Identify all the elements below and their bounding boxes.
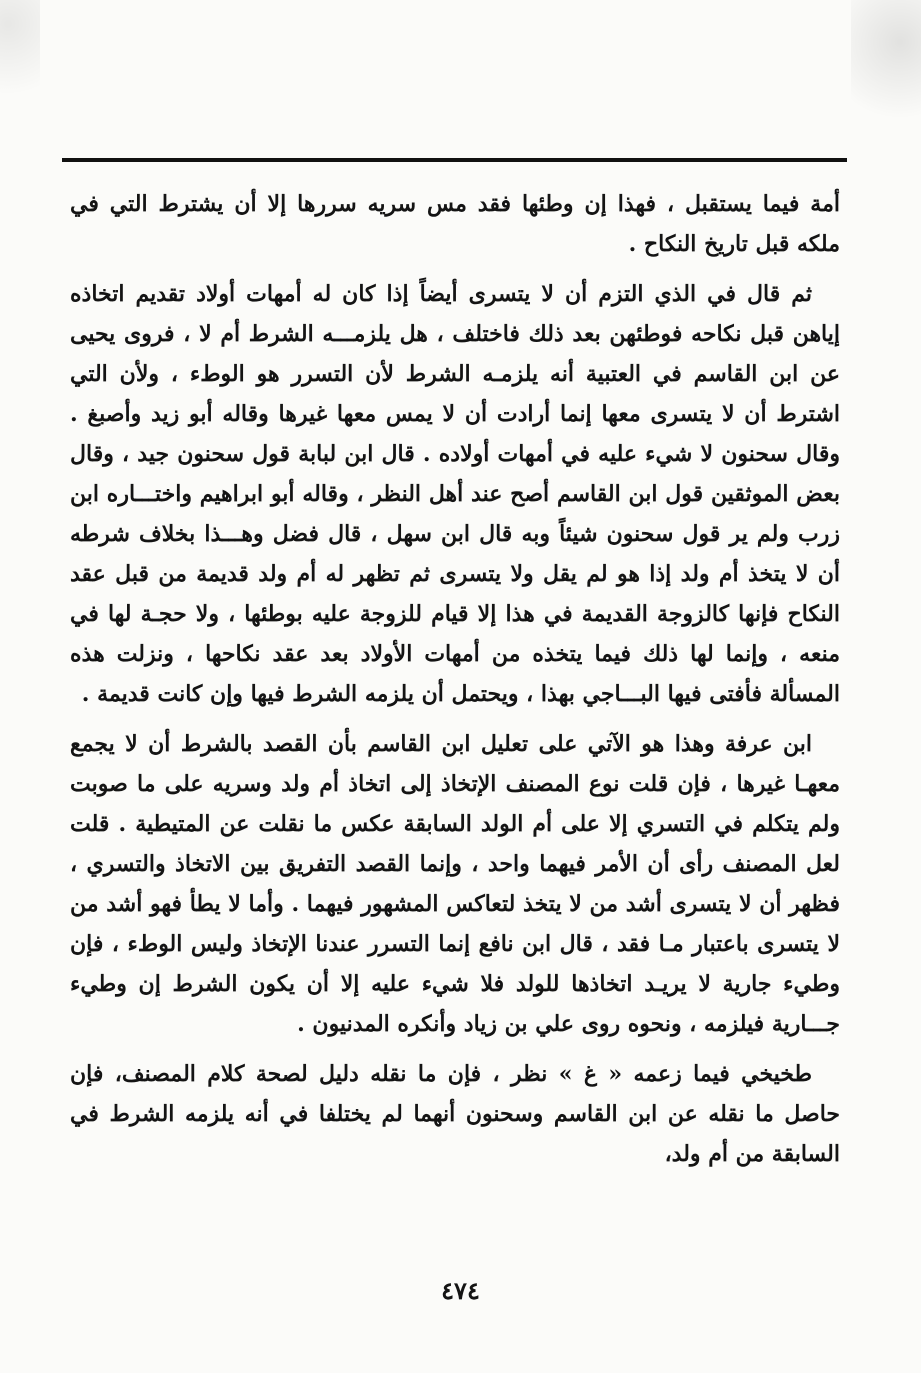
paragraph-1: أمة فيما يستقبل ، فهذا إن وطئها فقد مس سريه سررها إلا أن يشترط التي في ملكه قبل تاريخ النكاح .	[70, 191, 840, 257]
paragraph-2: ثم قال في الذي التزم أن لا يتسرى أيضاً إذا كان له أمهات أولاد تقديم اتخاذه إياهن قبل نكاحه فوطئهن بعد ذلك فاختلف ، هل يلزمـــه الشرط أم لا ، فروى يحيى عن ابن القاسم في العتبية أنه يلزمـه الشرط لأن التسرر هو الوطء ، ولأن التي اشترط أن لا يتسرى معها إنما أرادت أن لا يمس معها غيرها وقاله أبو زيد وأصبغ . وقال سحنون لا شيء عليه في أمهات أولاده . قال ابن لبابة قول سحنون جيد ، وقال بعض الموثقين قول ابن القاسم أصح عند أهل النظر ، وقاله أبو ابراهيم واختـــاره ابن زرب ولم ير قول سحنون شيئاً وبه قال ابن سهل ، قال فضل وهـــذا بخلاف شرطه أن لا يتخذ أم ولد إذا هو لم يقل ولا يتسرى ثم تظهر له أم ولد قديمة من قبل عقد النكاح فإنها كالزوجة القديمة في هذا إلا قيام للزوجة عليه بوطئها ، ولا حجـة لها في منعه ، وإنما لها ذلك فيما يتخذه من أمهات الأولاد بعد عقد نكاحها ، ونزلت هذه المسألة فأفتى فيها البـــاجي بهذا ، ويحتمل أن يلزمه الشرط فيها وإن كانت قديمة .	[70, 281, 840, 707]
header-rule	[62, 158, 847, 162]
paragraph-3: ابن عرفة وهذا هو الآتي على تعليل ابن القاسم بأن القصد بالشرط أن لا يجمع معهـا غيرها ، فإن قلت نوع المصنف الإتخاذ إلى اتخاذ أم ولد وسريه على ما صوبت ولم يتكلم في التسري إلا على أم الولد السابقة عكس ما نقلت عن المتيطية . قلت لعل المصنف رأى أن الأمر فيهما واحد ، وإنما القصد التفريق بين الاتخاذ والتسري ، فظهر أن لا يتسرى أشد من لا يتخذ لتعاكس المشهور فيهما . وأما لا يطأ فهو أشد من لا يتسرى باعتبار مـا فقد ، قال ابن نافع إنما التسرر عندنا الإتخاذ وليس الوطء ، فإن وطيء جارية لا يريـد اتخاذها للولد فلا شيء عليه إلا أن يكون الشرط إن وطيء جـــارية فيلزمه ، ونحوه روى علي بن زياد وأنكره المدنيون .	[70, 731, 840, 1037]
body-text	[70, 184, 840, 1184]
page-number: ٤٧٤	[441, 1276, 480, 1305]
scan-edge-shadow-left	[0, 0, 40, 120]
scan-edge-shadow	[851, 0, 921, 140]
paragraph-4: طخيخي فيما زعمه « غ » نظر ، فإن ما نقله دليل لصحة كلام المصنف، فإن حاصل ما نقله عن ابن القاسم وسحنون أنهما لم يختلفا في أنه يلزمه الشرط في السابقة من أم ولد،	[70, 1061, 840, 1167]
